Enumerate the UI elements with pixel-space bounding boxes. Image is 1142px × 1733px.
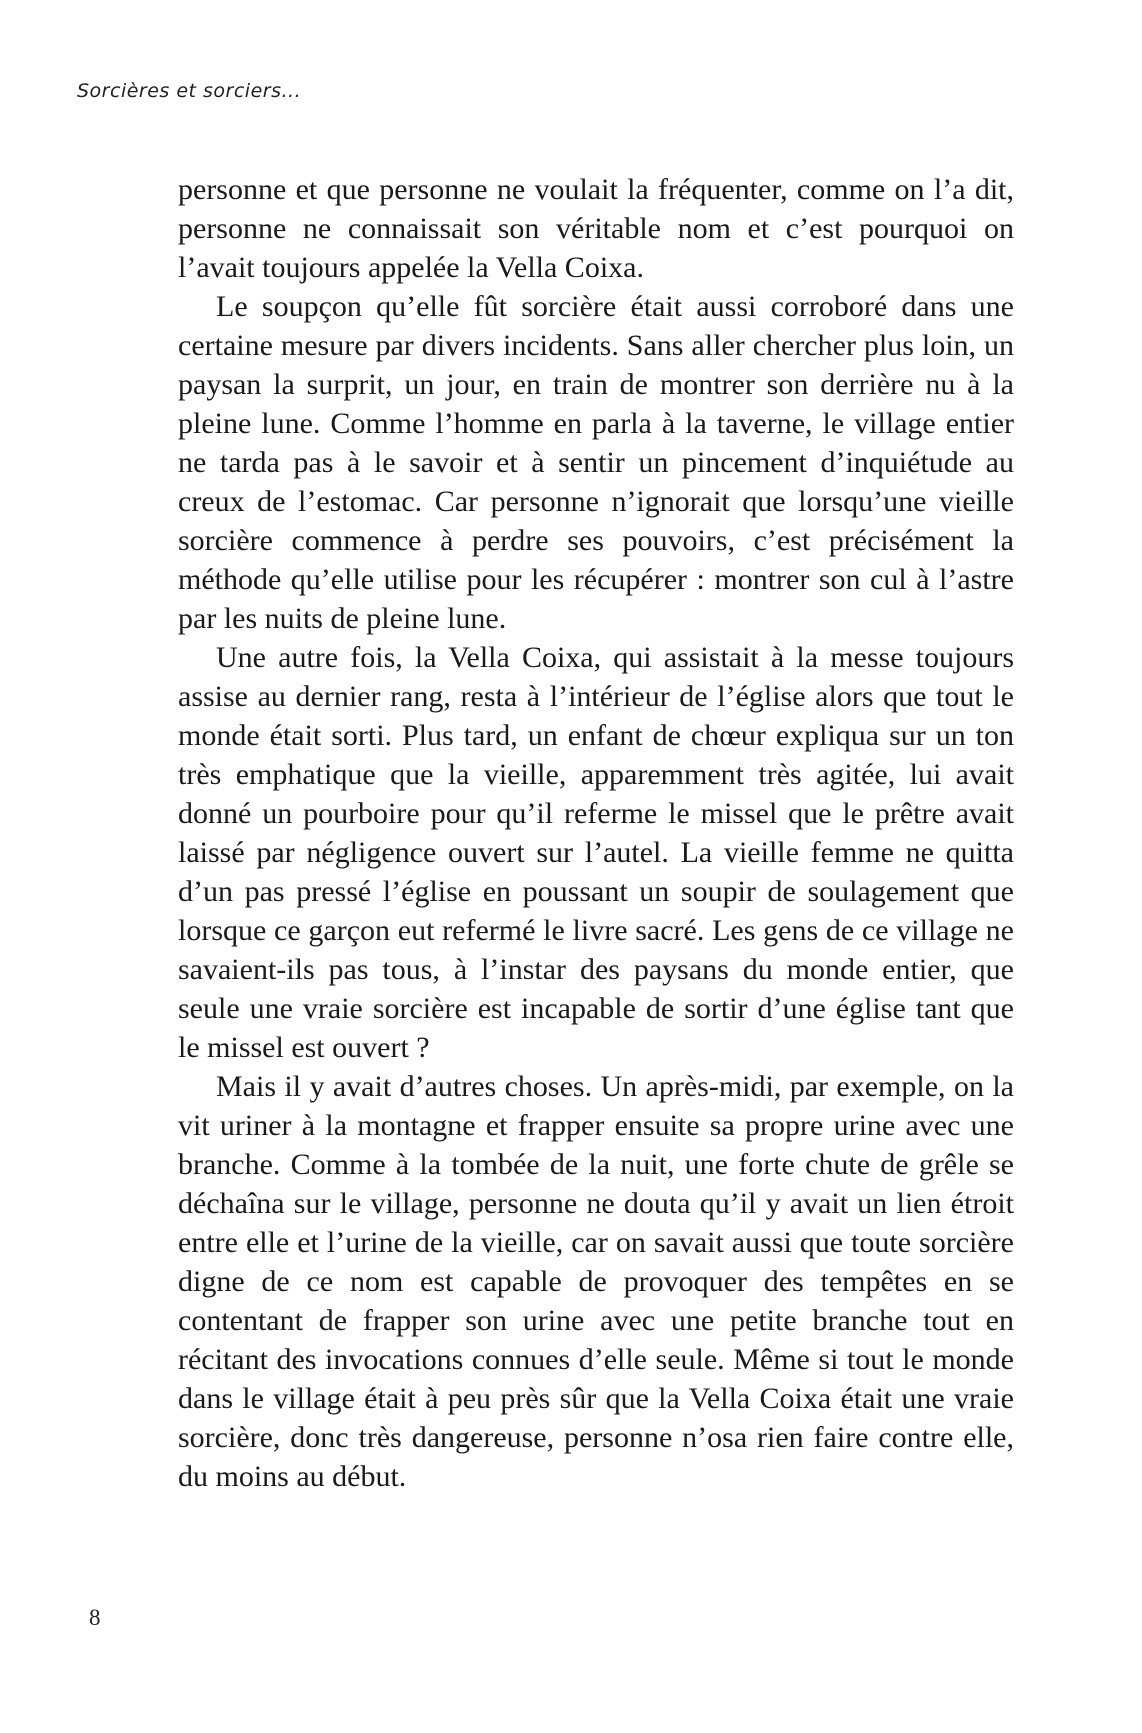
- paragraph: Le soupçon qu’elle fût sorcière était aussi corroboré dans une certaine mesure par divers incidents. Sans aller chercher plus loin, un paysan la surprit, un jour, en train de montrer son derrière nu à la pleine lune. Comme l’homme en parla à la taverne, le village entier ne tarda pas à le savoir et à sentir un pincement d’inquiétude au creux de l’estomac. Car personne n’ignorait que lorsqu’une vieille sorcière commence à perdre ses pouvoirs, c’est précisément la méthode qu’elle utilise pour les récupérer : montrer son cul à l’astre par les nuits de pleine lune.: [178, 290, 1014, 635]
- page-number: 8: [89, 1605, 101, 1630]
- paragraph: Mais il y avait d’autres choses. Un après-midi, par exemple, on la vit uriner à la montagne et frapper ensuite sa propre urine avec une branche. Comme à la tombée de la nuit, une forte chute de grêle se déchaîna sur le village, personne ne douta qu’il y avait un lien étroit entre elle et l’urine de la vieille, car on savait aussi que toute sorcière digne de ce nom est capable de provoquer des tempêtes en se contentant de frapper son urine avec une petite branche tout en récitant des invocations connues d’elle seule. Même si tout le monde dans le village était à peu près sûr que la Vella Coixa était une vraie sorcière, donc très dangereuse, personne n’osa rien faire contre elle, du moins au début.: [178, 1070, 1014, 1493]
- paragraph: Une autre fois, la Vella Coixa, qui assistait à la messe toujours assise au dernier rang, resta à l’intérieur de l’église alors que tout le monde était sorti. Plus tard, un enfant de chœur expliqua sur un ton très emphatique que la vieille, apparemment très agitée, lui avait donné un pourboire pour qu’il referme le missel que le prêtre avait laissé par négligence ouvert sur l’autel. La vieille femme ne quitta d’un pas pressé l’église en poussant un soupir de soulagement que lorsque ce garçon eut refermé le livre sacré. Les gens de ce village ne savaient-ils pas tous, à l’instar des paysans du monde entier, que seule une vraie sorcière est incapable de sortir d’une église tant que le missel est ouvert ?: [178, 641, 1014, 1064]
- paragraph-continuation: personne et que personne ne voulait la fréquenter, comme on l’a dit, personne ne connaissait son véritable nom et c’est pourquoi on l’avait toujours appelée la Vella Coixa.: [178, 173, 1014, 284]
- running-header: Sorcières et sorciers...: [77, 80, 302, 102]
- body-text: [178, 170, 1014, 1496]
